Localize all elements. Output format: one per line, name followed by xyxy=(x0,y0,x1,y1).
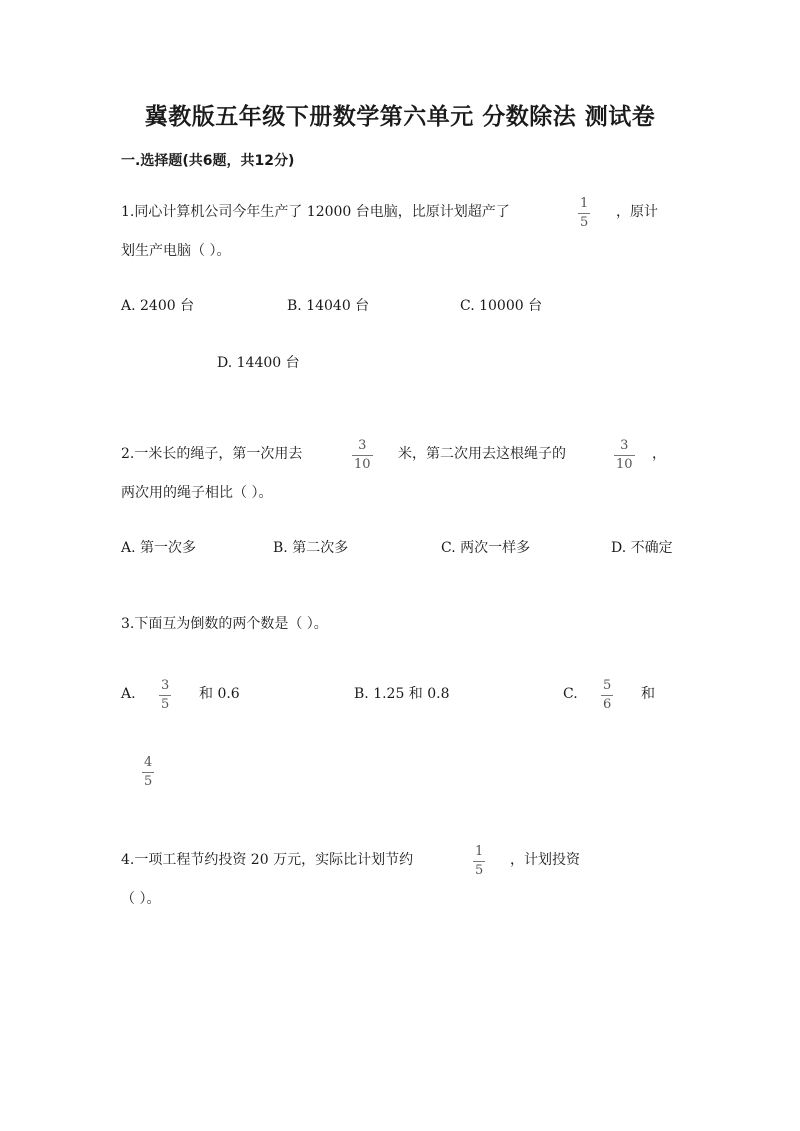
question-2-fraction-2 xyxy=(614,438,635,472)
question-2-text: 2.一米长的绳子，第一次用去 xyxy=(121,446,303,462)
question-4-text-cont: ，计划投资 xyxy=(510,852,580,868)
question-2-text-end: 两次用的绳子相比（ ）。 xyxy=(121,485,273,501)
question-2-comma: ， xyxy=(652,446,666,462)
question-3-text: 3.下面互为倒数的两个数是（ ）。 xyxy=(121,616,328,632)
question-3-option-c-fraction-2 xyxy=(142,755,154,789)
fraction-denominator: 5 xyxy=(161,697,170,712)
question-2-option-c[interactable]: C. 两次一样多 xyxy=(441,540,531,556)
fraction-denominator: 5 xyxy=(580,215,589,230)
question-2-text-mid: 米，第二次用去这根绳子的 xyxy=(398,446,566,462)
page-title: 冀教版五年级下册数学第六单元 分数除法 测试卷 xyxy=(144,104,656,130)
fraction-denominator: 10 xyxy=(616,457,633,472)
question-1-text: 1.同心计算机公司今年生产了 12000 台电脑，比原计划超产了 xyxy=(121,204,510,220)
section-heading: 一.选择题(共6题，共12分) xyxy=(121,153,295,169)
fraction-numerator: 1 xyxy=(475,844,484,859)
fraction-denominator: 5 xyxy=(475,863,484,878)
question-1-option-b[interactable]: B. 14040 台 xyxy=(287,298,370,314)
question-1-option-a[interactable]: A. 2400 台 xyxy=(121,298,195,314)
fraction-denominator: 10 xyxy=(354,457,371,472)
question-1-text-cont: ，原计 xyxy=(616,204,658,220)
question-4-text: 4.一项工程节约投资 20 万元，实际比计划节约 xyxy=(121,852,414,868)
fraction-numerator: 1 xyxy=(580,196,589,211)
question-1-fraction xyxy=(578,196,590,230)
fraction-denominator: 6 xyxy=(603,697,612,712)
fraction-denominator: 5 xyxy=(144,774,153,789)
question-2-option-a[interactable]: A. 第一次多 xyxy=(121,540,197,556)
question-1-option-c[interactable]: C. 10000 台 xyxy=(460,298,543,314)
fraction-numerator: 5 xyxy=(603,678,612,693)
question-4-fraction xyxy=(473,844,485,878)
question-2-option-b[interactable]: B. 第二次多 xyxy=(273,540,349,556)
question-2-fraction-1 xyxy=(352,438,373,472)
question-3-option-c-rest: 和 xyxy=(641,686,655,702)
question-3-option-a-rest: 和 0.6 xyxy=(199,686,240,702)
fraction-numerator: 3 xyxy=(620,438,629,453)
fraction-numerator: 3 xyxy=(161,678,170,693)
question-3-option-a-label[interactable]: A. xyxy=(121,686,136,702)
question-3-option-c-fraction xyxy=(601,678,613,712)
question-1-option-d[interactable]: D. 14400 台 xyxy=(217,355,300,371)
question-3-option-a-fraction xyxy=(159,678,171,712)
question-1-text-end: 划生产电脑（ ）。 xyxy=(121,243,231,259)
question-2-option-d[interactable]: D. 不确定 xyxy=(611,540,673,556)
question-3-option-c-label[interactable]: C. xyxy=(563,686,578,702)
question-4-text-end: （ ）。 xyxy=(121,891,161,907)
question-3-option-b[interactable]: B. 1.25 和 0.8 xyxy=(354,686,450,702)
fraction-numerator: 4 xyxy=(144,755,153,770)
fraction-numerator: 3 xyxy=(358,438,367,453)
